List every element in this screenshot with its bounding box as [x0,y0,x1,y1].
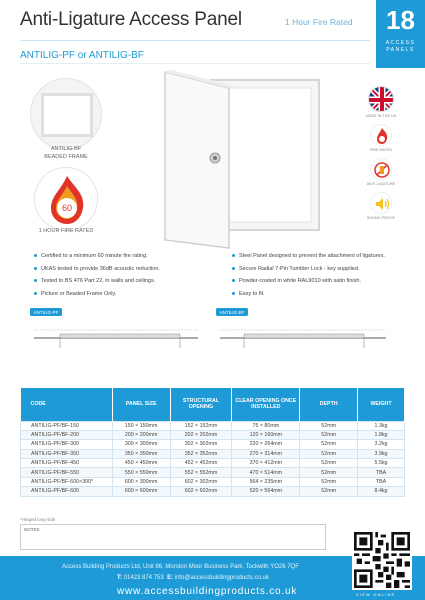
qr-code[interactable] [352,530,412,590]
cell: ANTILIG-PF/BF-200 [21,430,113,439]
fire-rating-emblem [34,167,98,231]
column-header: CODE [21,388,113,421]
beaded-frame-corner [41,93,93,137]
anti-ligature-icon [370,158,392,180]
cell: 350 × 350mm [112,449,170,458]
cell: 52mm [300,430,358,439]
cell: 8.4kg [358,487,405,496]
notes-label: NOTES [24,527,40,532]
cell: 5.5kg [358,459,405,468]
feature-item: UKAS tested to provide 36dB acoustic reduction. [34,265,204,278]
features-right [232,252,412,303]
badge-line1: ACCESS [385,40,416,46]
diagram-bf-label: ANTILIG-BF [219,309,245,315]
caption-line1: ANTILIG-BF [50,146,82,152]
table-row [21,477,405,486]
beaded-frame-photo [30,78,102,150]
badge-number: 18 [386,5,415,35]
cell: 52mm [300,468,358,477]
cell: 3.2kg [358,440,405,449]
table-row [21,459,405,468]
fire-minutes: 60 [61,203,73,213]
feature-item: Easy to fit. [232,290,412,303]
side-caption: ANTI-LIGATURE [366,182,396,186]
diagram-pf-label: ANTILIG-PF [33,309,59,315]
table-row [21,487,405,496]
cell: 1.3kg [358,421,405,430]
side-caption: FIRE RATED [369,148,393,152]
divider [20,63,370,64]
phone-number[interactable]: 01423 874 753 [123,575,164,581]
cell: 600 × 300mm [112,477,170,486]
diagram-bf [216,308,386,348]
section-badge [376,0,425,68]
sound-icon [370,192,392,214]
divider [20,40,370,41]
feature-item: Tested to BS 476 Part 22, in walls and ceilings. [34,277,204,290]
cell: 52mm [300,440,358,449]
table-row [21,421,405,430]
cell: 450 × 450mm [112,459,170,468]
cell: ANTILIG-PF/BF-550 [21,468,113,477]
cell: 564 × 235mm [232,477,300,486]
cell: 470 × 514mm [232,468,300,477]
cell: 600 × 600mm [112,487,170,496]
cell: ANTILIG-PF/BF-600 [21,487,113,496]
cell: 452 × 452mm [170,459,232,468]
table-footnote: *Hinged long side [20,517,56,522]
cell: 52mm [300,459,358,468]
feature-item: Certified to a minimum 60 minute fire rating. [34,252,204,265]
contact-line [117,575,269,581]
cell: ANTILIG-PF/BF-450 [21,459,113,468]
column-header: WEIGHT [358,388,405,421]
table-row [21,449,405,458]
diagram-pf [30,308,198,348]
company-address: Access Building Products Ltd, Unit 86, Morston Moor Business Park, Tockwith YO26 7QF [62,564,299,570]
caption-line2: BEADED FRAME [44,153,88,160]
email-address[interactable]: info@accessbuildingproducts.co.uk [174,575,269,581]
fire-rating-label: 1 Hour Fire Rated [285,17,353,27]
cell: 602 × 302mm [170,477,232,486]
side-caption: MADE IN THE UK [365,114,397,118]
cell: ANTILIG-PF/BF-600×300* [21,477,113,486]
cell: 520 × 564mm [232,487,300,496]
table-row [21,430,405,439]
flame-icon [35,168,99,232]
table-row [21,440,405,449]
cell: 552 × 552mm [170,468,232,477]
email-label: E: [167,575,174,581]
cell: 150 × 150mm [112,421,170,430]
cell: 120 × 160mm [232,430,300,439]
cell: 202 × 202mm [170,430,232,439]
cell: 152 × 152mm [170,421,232,430]
uk-flag-icon [368,86,394,112]
notes-box [20,524,326,550]
feature-item: Picture or Beaded Frame Only. [34,290,204,303]
website-link[interactable]: www.accessbuildingproducts.co.uk [117,586,298,597]
cell: 52mm [300,421,358,430]
table-row [21,468,405,477]
column-header: STRUCTURAL OPENING [170,388,232,421]
column-header: CLEAR OPENING ONCE INSTALLED [232,388,300,421]
cell: 300 × 300mm [112,440,170,449]
fire-icon [370,124,392,146]
cell: TBA [358,468,405,477]
cell: 75 × 80mm [232,421,300,430]
page-title: Anti-Ligature Access Panel [20,9,242,30]
column-header: PANEL SIZE [112,388,170,421]
cell: 370 × 412mm [232,459,300,468]
feature-item: Powder-coated in white RAL9010 with satin finish. [232,277,412,290]
access-panel-image [145,70,335,250]
cell: 550 × 550mm [112,468,170,477]
technical-diagrams [30,308,390,370]
fire-caption: 1 HOUR FIRE RATED [38,228,94,234]
cell: 352 × 352mm [170,449,232,458]
badge-line2: PANELS [386,47,415,53]
cell: 52mm [300,477,358,486]
page-header [0,0,425,40]
cell: 220 × 264mm [232,440,300,449]
side-caption: SOUND PROOF [366,216,396,220]
cell: 52mm [300,449,358,458]
cell: 270 × 314mm [232,449,300,458]
column-header: DEPTH [300,388,358,421]
view-online-label: VIEW ONLINE [356,592,396,597]
cell: 3.9kg [358,449,405,458]
product-codes-subtitle: ANTILIG-PF or ANTILIG-BF [20,50,144,61]
cell: ANTILIG-PF/BF-350 [21,449,113,458]
feature-item: Steel Panel designed to prevent the attachment of ligatures. [232,252,412,265]
cell: 200 × 200mm [112,430,170,439]
phone-label: T: [117,575,122,581]
cell: 1.8kg [358,430,405,439]
feature-item: Secure Radial 7-Pin Tumbler Lock - key supplied. [232,265,412,278]
specification-table [20,388,405,497]
features-left [34,252,204,303]
qr-code-icon [354,532,410,588]
cell: ANTILIG-PF/BF-150 [21,421,113,430]
cell: TBA [358,477,405,486]
beaded-frame-caption [38,146,94,161]
cell: 302 × 302mm [170,440,232,449]
cell: 52mm [300,487,358,496]
cell: ANTILIG-PF/BF-300 [21,440,113,449]
table-header-row [21,388,405,421]
cell: 602 × 602mm [170,487,232,496]
